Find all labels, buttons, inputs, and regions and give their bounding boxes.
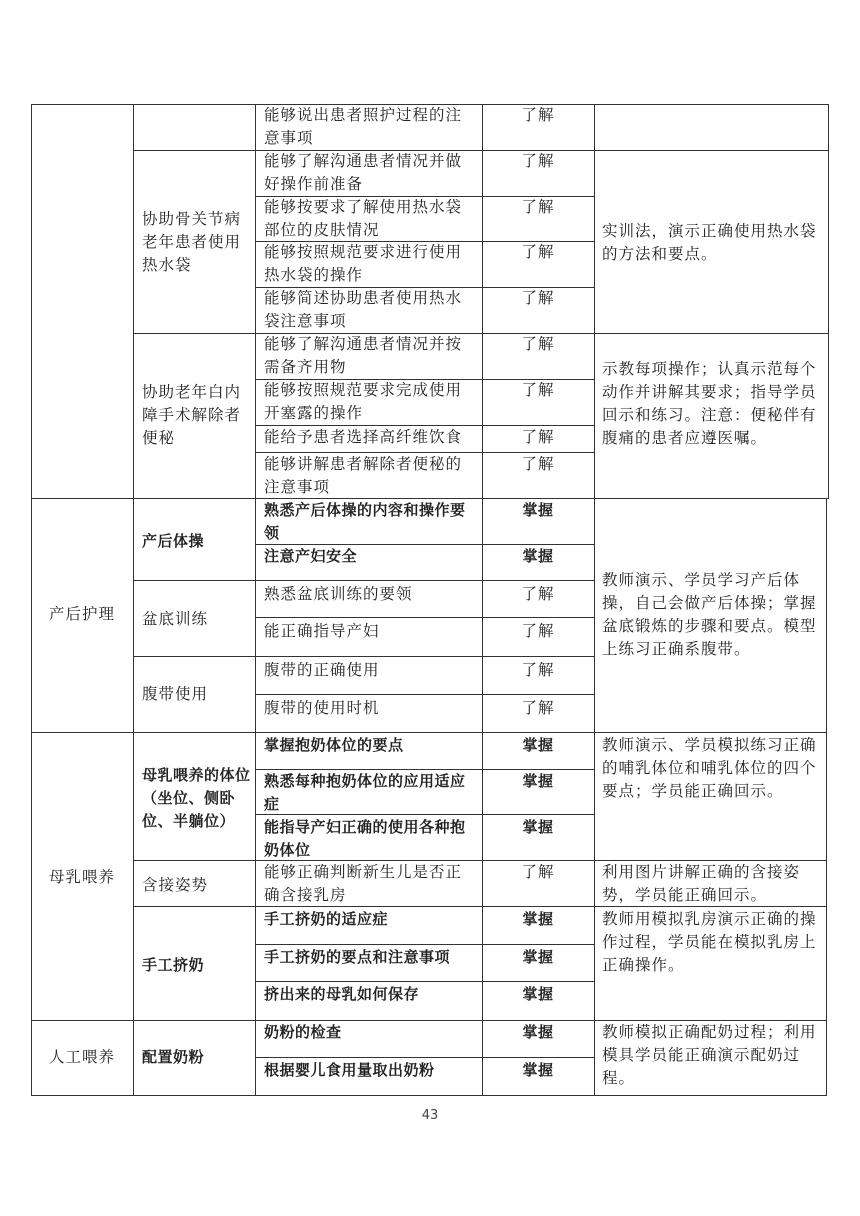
table-cell-item: 熟悉每种抱奶体位的应用适应症 — [264, 772, 466, 813]
table-cell-item: 能指导产妇正确的使用各种抱奶体位 — [264, 818, 466, 859]
table-cell-level: 了解 — [521, 585, 555, 603]
table-cell-level: 了解 — [521, 243, 555, 261]
table-cell-level: 掌握 — [522, 910, 554, 928]
row-divider — [255, 694, 595, 695]
table-border-right — [828, 104, 829, 498]
table-border-right-lower — [826, 498, 827, 1096]
table-cell-subtopic: 协助老年白内障手术解除者便秘 — [142, 383, 242, 447]
table-cell-item: 腹带的正确使用 — [264, 661, 380, 679]
table-cell-subtopic: 腹带使用 — [142, 685, 209, 703]
table-cell-item: 挤出来的母乳如何保存 — [264, 985, 420, 1003]
table-cell-item: 能够简述协助患者使用热水袋注意事项 — [264, 289, 463, 330]
table-cell-subtopic: 产后体操 — [142, 532, 205, 550]
row-divider — [255, 617, 595, 618]
table-cell-item: 熟悉产后体操的内容和操作要领 — [264, 501, 466, 542]
table-cell-level: 掌握 — [522, 1061, 554, 1079]
table-cell-level: 了解 — [521, 106, 555, 124]
table-cell-level: 掌握 — [522, 501, 554, 519]
table-cell-item: 能够讲解患者解除者便秘的注意事项 — [264, 455, 463, 496]
table-cell-method: 实训法，演示正确使用热水袋的方法和要点。 — [602, 222, 817, 263]
table-cell-level: 了解 — [521, 152, 555, 170]
table-cell-topic: 人工喂养 — [48, 1048, 115, 1066]
row-divider — [255, 981, 595, 982]
row-divider — [255, 944, 595, 945]
table-border-bottom — [31, 1095, 827, 1096]
table-cell-subtopic: 含接姿势 — [142, 876, 209, 894]
table-cell-level: 掌握 — [522, 985, 554, 1003]
table-cell-level: 了解 — [521, 863, 555, 881]
row-divider — [133, 656, 595, 657]
table-cell-level: 掌握 — [522, 818, 554, 836]
table-cell-item: 能给予患者选择高纤维饮食 — [264, 428, 463, 446]
table-cell-subtopic: 配置奶粉 — [142, 1048, 205, 1066]
table-cell-method: 教师演示、学员模拟练习正确的哺乳体位和哺乳体位的四个要点；学员能正确回示。 — [602, 736, 817, 800]
table-cell-topic: 产后护理 — [48, 605, 115, 623]
table-cell-method: 教师演示、学员学习产后体操，自己会做产后体操；掌握盆底锻炼的步骤和要点。模型上练习正确系腹带。 — [602, 571, 817, 658]
table-cell-level: 了解 — [521, 289, 555, 307]
page-number: 43 — [421, 1108, 439, 1123]
table-cell-method: 示教每项操作；认真示范每个动作并讲解其要求；指导学员回示和练习。注意：便秘伴有腹痛的患者应遵医嘱。 — [602, 360, 817, 447]
row-divider — [133, 333, 829, 334]
row-divider — [133, 150, 829, 151]
table-cell-level: 了解 — [521, 381, 555, 399]
table-cell-item: 能够说出患者照护过程的注意事项 — [264, 106, 463, 147]
table-cell-item: 根据婴儿食用量取出奶粉 — [264, 1061, 435, 1079]
table-cell-subtopic: 母乳喂养的体位（坐位、侧卧位、半躺位） — [142, 766, 251, 830]
table-cell-level: 了解 — [521, 428, 555, 446]
table-cell-level: 了解 — [521, 198, 555, 216]
table-cell-item: 能够正确判断新生儿是否正确含接乳房 — [264, 863, 463, 904]
row-divider — [255, 1057, 595, 1058]
table-cell-topic: 母乳喂养 — [48, 868, 115, 886]
table-cell-method: 利用图片讲解正确的含接姿势，学员能正确回示。 — [602, 863, 801, 904]
table-cell-subtopic: 协助骨关节病老年患者使用热水袋 — [142, 210, 242, 274]
table-cell-item: 能够按照规范要求完成使用开塞露的操作 — [264, 381, 463, 422]
table-cell-item: 能够按要求了解使用热水袋部位的皮肤情况 — [264, 198, 463, 239]
column-divider-2 — [255, 104, 256, 1096]
table-cell-method: 教师模拟正确配奶过程；利用模具学员能正确演示配奶过程。 — [602, 1023, 817, 1087]
table-cell-item: 奶粉的检查 — [264, 1023, 342, 1041]
table-cell-item: 手工挤奶的要点和注意事项 — [264, 948, 451, 966]
table-border-left — [31, 104, 32, 1096]
section-divider — [31, 732, 827, 733]
table-cell-subtopic: 手工挤奶 — [142, 956, 205, 974]
table-cell-level: 了解 — [521, 335, 555, 353]
table-cell-level: 掌握 — [522, 547, 554, 565]
table-cell-subtopic: 盆底训练 — [142, 610, 209, 628]
table-cell-item: 腹带的使用时机 — [264, 699, 380, 717]
table-cell-item: 能正确指导产妇 — [264, 622, 380, 640]
table-cell-level: 了解 — [521, 661, 555, 679]
table-cell-item: 能够按照规范要求进行使用热水袋的操作 — [264, 243, 463, 284]
table-cell-item: 手工挤奶的适应症 — [264, 910, 389, 928]
table-cell-level: 了解 — [521, 699, 555, 717]
table-cell-level: 掌握 — [522, 736, 554, 754]
table-cell-item: 能够了解沟通患者情况并做好操作前准备 — [264, 152, 463, 193]
table-cell-item: 能够了解沟通患者情况并按需备齐用物 — [264, 335, 463, 376]
table-cell-level: 掌握 — [522, 772, 554, 790]
table-cell-level: 掌握 — [522, 948, 554, 966]
row-divider — [133, 580, 595, 581]
table-cell-level: 了解 — [521, 455, 555, 473]
table-cell-method: 教师用模拟乳房演示正确的操作过程，学员能在模拟乳房上正确操作。 — [602, 910, 817, 974]
column-divider-4 — [594, 104, 595, 1096]
table-cell-item: 熟悉盆底训练的要领 — [264, 585, 413, 603]
table-cell-item: 掌握抱奶体位的要点 — [264, 736, 404, 754]
table-cell-level: 掌握 — [522, 1023, 554, 1041]
table-cell-level: 了解 — [521, 622, 555, 640]
column-divider-1 — [133, 104, 134, 1096]
table-cell-item: 注意产妇安全 — [264, 547, 358, 565]
